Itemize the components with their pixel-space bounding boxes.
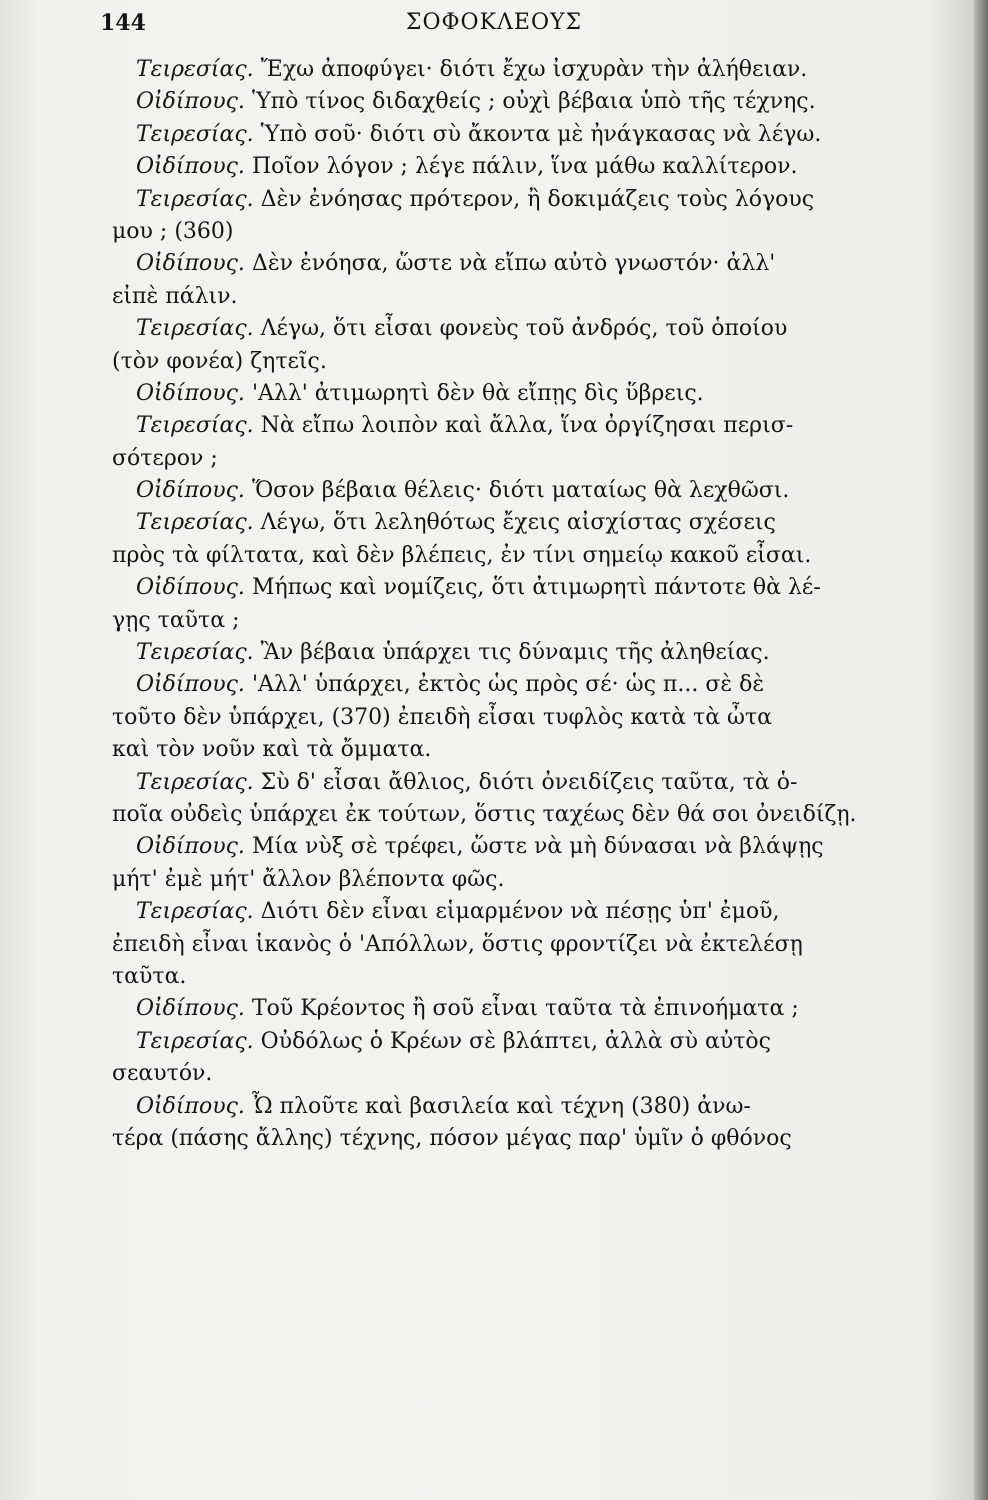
speaker-name: Τειρεσίας. — [136, 1028, 254, 1054]
speaker-name: Τειρεσίας. — [136, 316, 254, 342]
line-text: μου ; (360) — [112, 218, 234, 244]
line-text: τοῦτο δὲν ὑπάρχει, (370) ἐπειδὴ εἶσαι τυφλὸς κατὰ τὰ ὦτα — [112, 704, 773, 730]
text-line — [112, 605, 932, 637]
speaker-name: Τειρεσίας. — [136, 640, 254, 666]
text-line — [112, 86, 932, 118]
speaker-name: Τειρεσίας. — [136, 510, 254, 536]
line-text: Σὺ δ' εἶσαι ἄθλιος, διότι ὀνειδίζεις ταῦτα, τὰ ὁ- — [260, 769, 798, 795]
text-line — [112, 1058, 932, 1090]
text-line — [112, 637, 932, 669]
text-line — [112, 669, 932, 701]
dialogue-text — [112, 54, 932, 1155]
text-line — [112, 346, 932, 378]
text-line — [112, 864, 932, 896]
text-line — [112, 961, 932, 993]
line-text: Νὰ εἴπω λοιπὸν καὶ ἄλλα, ἵνα ὀργίζησαι περισ- — [260, 413, 794, 439]
text-line — [112, 767, 932, 799]
line-text: Λέγω, ὅτι εἶσαι φονεὺς τοῦ ἀνδρός, τοῦ ὁποίου — [260, 316, 788, 342]
text-line — [112, 831, 932, 863]
speaker-name: Τειρεσίας. — [136, 769, 254, 795]
speaker-name: Οἰδίπους. — [136, 478, 245, 504]
line-text: Ὑπὸ τίνος διδαχθείς ; οὐχὶ βέβαια ὑπὸ τῆς τέχνης. — [251, 89, 816, 115]
line-text: 'Αλλ' ὑπάρχει, ἐκτὸς ὡς πρὸς σέ· ὡς π... σὲ δὲ — [251, 672, 765, 698]
text-line — [112, 929, 932, 961]
speaker-name: Τειρεσίας. — [136, 186, 254, 212]
text-line — [112, 702, 932, 734]
speaker-name: Οἰδίπους. — [136, 380, 245, 406]
speaker-name: Οἰδίπους. — [136, 575, 245, 601]
line-text: Μία νὺξ σὲ τρέφει, ὥστε νὰ μὴ δύνασαι νὰ βλάψῃς — [251, 834, 824, 860]
text-line — [112, 281, 932, 313]
text-line — [112, 1091, 932, 1123]
speaker-name: Οἰδίπους. — [136, 154, 245, 180]
page-header — [0, 6, 988, 42]
line-text: μήτ' ἐμὲ μήτ' ἄλλον βλέποντα φῶς. — [112, 866, 505, 892]
text-line — [112, 313, 932, 345]
line-text: Ὑπὸ σοῦ· διότι σὺ ἄκοντα μὲ ἠνάγκασας νὰ λέγω. — [260, 121, 822, 147]
text-line — [112, 443, 932, 475]
speaker-name: Τειρεσίας. — [136, 57, 254, 82]
text-line — [112, 119, 932, 151]
speaker-name: Οἰδίπους. — [136, 996, 245, 1022]
line-text: Ὦ πλοῦτε καὶ βασιλεία καὶ τέχνη (380) ἀνω- — [251, 1093, 751, 1119]
running-title: ΣΟΦΟΚΛΕΟΥΣ — [405, 10, 583, 35]
speaker-name: Οἰδίπους. — [136, 672, 245, 698]
text-line — [112, 184, 932, 216]
line-text: πρὸς τὰ φίλτατα, καὶ δὲν βλέπεις, ἐν τίνι σημείῳ κακοῦ εἶσαι. — [112, 542, 812, 568]
line-text: Οὐδόλως ὁ Κρέων σὲ βλάπτει, ἀλλὰ σὺ αὐτὸς — [260, 1028, 772, 1054]
text-line — [112, 410, 932, 442]
text-line — [112, 1123, 932, 1155]
speaker-name: Τειρεσίας. — [136, 121, 254, 147]
text-line — [112, 151, 932, 183]
line-text: γῃς ταῦτα ; — [112, 607, 240, 633]
line-text: σότερον ; — [112, 445, 218, 471]
text-line — [112, 475, 932, 507]
line-text: Ποῖον λόγον ; λέγε πάλιν, ἵνα μάθω καλλίτερον. — [251, 154, 798, 180]
line-text: Λέγω, ὅτι λεληθότως ἔχεις αἰσχίστας σχέσεις — [260, 510, 776, 536]
page-edge-shadow — [974, 0, 988, 1500]
line-text: Δὲν ἐνόησας πρότερον, ἢ δοκιμάζεις τοὺς λόγους — [260, 186, 815, 212]
text-line — [112, 734, 932, 766]
text-line — [112, 507, 932, 539]
line-text: ἐπειδὴ εἶναι ἱκανὸς ὁ 'Απόλλων, ὅστις φροντίζει νὰ ἐκτελέσῃ — [112, 931, 803, 957]
line-text: εἰπὲ πάλιν. — [112, 283, 238, 309]
text-line — [112, 572, 932, 604]
line-text: Διότι δὲν εἶναι εἱμαρμένον νὰ πέσῃς ὑπ' ἐμοῦ, — [260, 899, 780, 925]
line-text: ταῦτα. — [112, 963, 187, 989]
speaker-name: Οἰδίπους. — [136, 89, 245, 115]
speaker-name: Οἰδίπους. — [136, 251, 245, 277]
text-line — [112, 54, 932, 86]
speaker-name: Οἰδίπους. — [136, 834, 245, 860]
text-line — [112, 378, 932, 410]
text-line — [112, 799, 932, 831]
text-line — [112, 248, 932, 280]
page-number: 144 — [100, 10, 146, 36]
line-text: Ἔχω ἀποφύγει· διότι ἔχω ἰσχυρὰν τὴν ἀλήθειαν. — [260, 57, 808, 82]
line-text: (τὸν φονέα) ζητεῖς. — [112, 348, 327, 374]
line-text: Τοῦ Κρέοντος ἢ σοῦ εἶναι ταῦτα τὰ ἐπινοήματα ; — [251, 996, 799, 1022]
text-line — [112, 540, 932, 572]
text-line — [112, 216, 932, 248]
text-line — [112, 896, 932, 928]
line-text: Μήπως καὶ νομίζεις, ὅτι ἀτιμωρητὶ πάντοτε θὰ λέ- — [251, 575, 821, 601]
speaker-name: Οἰδίπους. — [136, 1093, 245, 1119]
speaker-name: Τειρεσίας. — [136, 899, 254, 925]
line-text: ποῖα οὐδεὶς ὑπάρχει ἐκ τούτων, ὅστις ταχέως δὲν θά σοι ὀνειδίζῃ. — [112, 801, 857, 827]
text-line — [112, 1026, 932, 1058]
line-text: Ἂν βέβαια ὑπάρχει τις δύναμις τῆς ἀληθείας. — [260, 640, 770, 666]
text-line — [112, 993, 932, 1025]
line-text: Ὅσον βέβαια θέλεις· διότι ματαίως θὰ λεχθῶσι. — [251, 478, 790, 504]
line-text: Δὲν ἐνόησα, ὥστε νὰ εἴπω αὐτὸ γνωστόν· ἀλλ' — [251, 251, 776, 277]
line-text: 'Αλλ' ἀτιμωρητὶ δὲν θὰ εἴπῃς δὶς ὕβρεις. — [251, 380, 704, 406]
line-text: καὶ τὸν νοῦν καὶ τὰ ὄμματα. — [112, 737, 432, 763]
line-text: σεαυτόν. — [112, 1061, 213, 1087]
speaker-name: Τειρεσίας. — [136, 413, 254, 439]
line-text: τέρα (πάσης ἄλλης) τέχνης, πόσον μέγας παρ' ὑμῖν ὁ φθόνος — [112, 1125, 792, 1151]
